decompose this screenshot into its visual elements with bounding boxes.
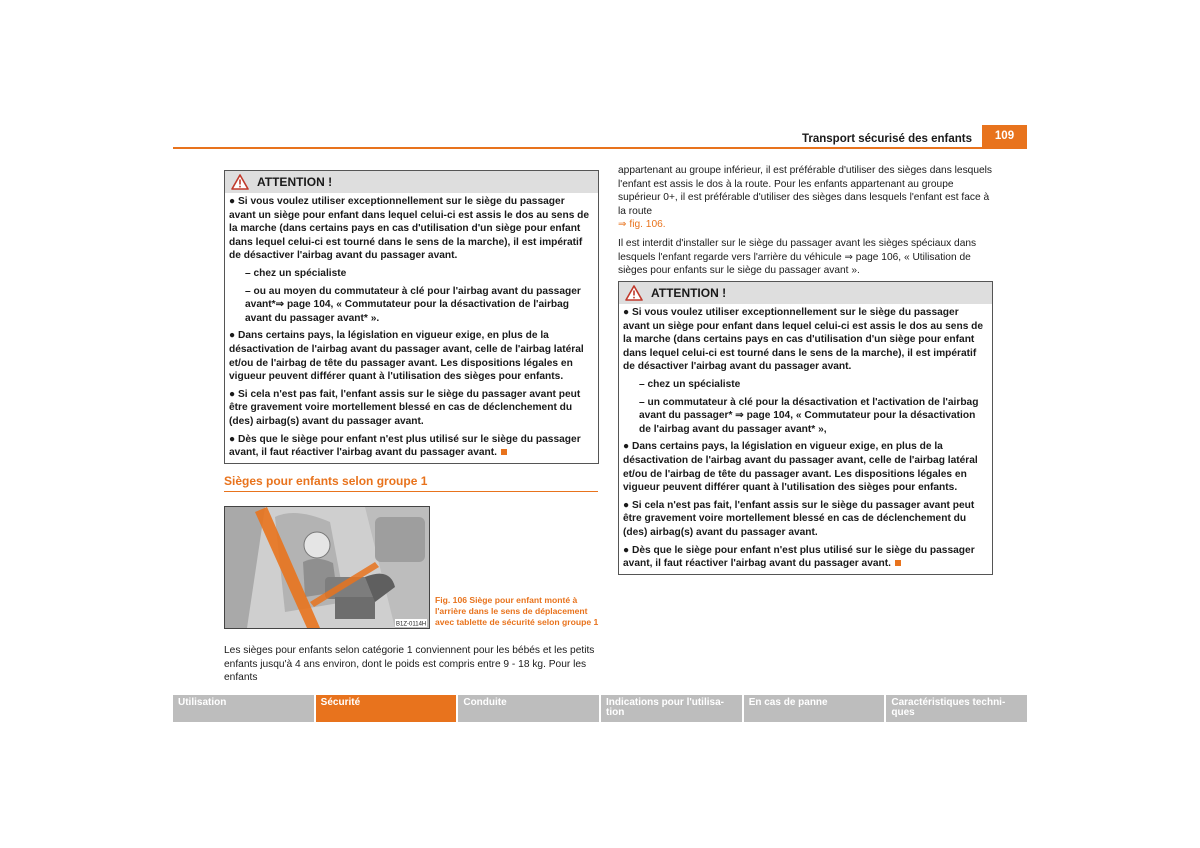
body-paragraph: Les sièges pour enfants selon catégorie 1 conviennent pour les bébés et les petits enfants jusqu'à 4 ans environ, dont le poids est compris entre 9 - 18 kg. Pour les enfants [224, 645, 595, 684]
attention-dash-item: – ou au moyen du commutateur à clé pour l'airbag avant du passager avant*⇒ page 104, « Commutateur pour la désactivation de l'airbag avant du passager avant* ». [245, 285, 581, 324]
attention-paragraph: ● Si vous voulez utiliser exceptionnellement sur le siège du passager avant un siège pour enfant dans lequel celui-ci est assis le dos au sens de la marche (dans certains pays en cas d'utilisation d'un siège pour enfant dans lequel celui-ci est tourné dans le sens de la marche), il est impératif de désactiver l'airbag avant du passager avant. [623, 307, 984, 373]
nav-tab-indications[interactable]: Indications pour l'utilisa-tion [601, 695, 742, 722]
nav-tab-caracteristiques[interactable]: Caractéristiques techni-ques [886, 695, 1027, 722]
nav-tab-conduite[interactable]: Conduite [458, 695, 599, 722]
header-divider [173, 147, 1027, 149]
attention-box-right [618, 281, 993, 575]
attention-title: ATTENTION ! [651, 286, 727, 300]
attention-paragraph: ● Dès que le siège pour enfant n'est plus utilisé sur le siège du passager avant, il faut réactiver l'airbag avant du passager avant. [229, 433, 581, 459]
attention-paragraph: ● Si vous voulez utiliser exceptionnellement sur le siège du passager avant un siège pour enfant dans lequel celui-ci est assis le dos au sens de la marche (dans certains pays en cas d'utilisation d'un siège pour enfant dans lequel celui-ci est tourné dans le sens de la marche), il est impératif de désactiver l'airbag avant du passager avant. [229, 196, 590, 262]
attention-dash-item: – chez un spécialiste [639, 378, 741, 390]
right-body-text [618, 164, 993, 283]
section-end-marker [501, 449, 507, 455]
figure-child-seat-illustration [224, 506, 430, 629]
attention-paragraph: ● Si cela n'est pas fait, l'enfant assis sur le siège du passager avant peut être gravement voire mortellement blessé en cas de déclenchement du (des) airbag(s) avant du passager avant. [623, 499, 975, 538]
nav-tab-utilisation[interactable]: Utilisation [173, 695, 314, 722]
warning-triangle-icon [625, 285, 643, 301]
child-seat-illustration [225, 507, 429, 628]
attention-paragraph: ● Si cela n'est pas fait, l'enfant assis sur le siège du passager avant peut être gravement voire mortellement blessé en cas de déclenchement du (des) airbag(s) avant du passager avant. [229, 388, 581, 427]
attention-paragraph: ● Dans certains pays, la législation en vigueur exige, en plus de la désactivation de l'airbag avant du passager avant, celle de l'airbag latéral et/ou de l'airbag de tête du passager avant. Les dispositions légales en vigueur peuvent différer quant à l'utilisation des sièges pour enfants. [229, 330, 584, 383]
attention-dash-item: – chez un spécialiste [245, 267, 347, 279]
attention-paragraph: ● Dès que le siège pour enfant n'est plus utilisé sur le siège du passager avant, il faut réactiver l'airbag avant du passager avant. [623, 544, 975, 570]
attention-title: ATTENTION ! [257, 175, 333, 189]
page-number: 109 [982, 125, 1027, 147]
attention-paragraph: ● Dans certains pays, la législation en vigueur exige, en plus de la désactivation de l'airbag avant du passager avant, celle de l'airbag latéral et/ou de l'airbag de tête du passager avant. Les dispositions légales en vigueur peuvent différer quant à l'utilisation des sièges pour enfants. [623, 441, 978, 494]
left-body-text [224, 644, 599, 690]
chapter-navigation-bar [173, 695, 1027, 722]
nav-tab-securite[interactable]: Sécurité [316, 695, 457, 722]
attention-header [619, 282, 992, 304]
warning-triangle-icon [231, 174, 249, 190]
figure-code: B1Z-0114H [396, 621, 427, 628]
attention-header [225, 171, 598, 193]
attention-dash-item: – un commutateur à clé pour la désactivation et l'activation de l'airbag avant du passager* ⇒ page 104, « Commutateur pour la désactivation de l'airbag avant du passager avant* », [639, 396, 979, 435]
section-title: Sièges pour enfants selon groupe 1 [224, 474, 598, 492]
nav-tab-en-cas-de-panne[interactable]: En cas de panne [744, 695, 885, 722]
page-header-title: Transport sécurisé des enfants [801, 133, 972, 145]
figure-reference-link[interactable]: ⇒ fig. 106. [618, 219, 666, 231]
attention-box-left [224, 170, 599, 464]
section-end-marker [895, 560, 901, 566]
body-paragraph: appartenant au groupe inférieur, il est préférable d'utiliser des sièges dans lesquels l'enfant est assis le dos à la route. Pour les enfants appartenant au groupe supérieur 0+, il est préférable d'utiliser des sièges dans lesquels l'enfant est face à la route [618, 165, 993, 217]
figure-caption: Fig. 106 Siège pour enfant monté à l'arrière dans le sens de déplacement avec tablette de sécurité selon groupe 1 [435, 595, 599, 627]
body-paragraph: Il est interdit d'installer sur le siège du passager avant les sièges spéciaux dans lesquels l'enfant regarde vers l'arrière du véhicule ⇒ page 106, « Utilisation de sièges pour enfants sur le siège du passager avant ». [618, 237, 977, 277]
